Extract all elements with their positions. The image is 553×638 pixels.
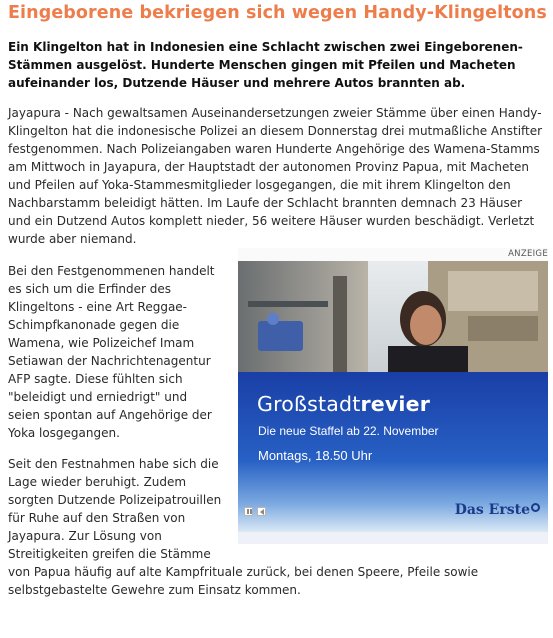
article-paragraph-1: Jayapura - Nach gewaltsamen Auseinandersetzungen zweier Stämme über einen Handy-Klingelton hat die indonesische Polizei an diesem Donnerstag drei mutmaßliche Anstifter festgenommen. Nach Polizeiangaben waren Hunderte Angehörige des Wamena-Stamms am Mittwoch in Jayapura, der Hauptstadt der autonomen Provinz Papua, mit Macheten und Pfeilen auf Yoka-Stammesmitglieder losgegangen, die mit ihrem Klingelton den Nachbarstamm beleidigt hätten. Im Laufe der Schlacht brannten demnach 23 Häuser und ein Dutzend Autos komplett nieder, 56 weitere Häuser wurden beschädigt. Verletzt wurde aber niemand.	[8, 106, 543, 246]
ad-controls	[244, 501, 270, 520]
ad-title	[257, 391, 430, 417]
pause-icon[interactable]	[244, 507, 253, 516]
ad-panel[interactable]	[238, 372, 548, 532]
speaker-icon[interactable]	[257, 507, 266, 516]
ad-title-part-1: Großstadt	[257, 392, 361, 416]
ad-subtitle: Die neue Staffel ab 22. November	[258, 424, 439, 438]
article	[8, 0, 548, 599]
ad-photo-scene	[238, 261, 548, 372]
ad-footer	[238, 532, 548, 544]
ad-photo[interactable]	[238, 261, 548, 372]
advertisement[interactable]	[238, 248, 548, 544]
article-paragraph-3: Seit den Festnahmen habe sich die Lage wieder beruhigt. Zudem sorgten Dutzende Polizeipatrouillen für Ruhe auf den Straßen von Jayapura. Zur Lösung von Streitigkeiten greifen die Stämme von Papua häufig auf alte Kampfrituale zurück, bei denen Speere, Pfeile sowie selbstgebastelte Gewehre zum Einsatz kommen.	[8, 457, 479, 597]
article-headline: Eingeborene bekriegen sich wegen Handy-Klingeltons	[8, 3, 547, 23]
brand-logo-icon	[531, 503, 540, 512]
ad-brand: Das Erste	[454, 502, 530, 518]
ad-label: ANZEIGE	[508, 249, 548, 259]
ad-title-part-2: revier	[360, 392, 431, 416]
ad-airtime: Montags, 18.50 Uhr	[258, 448, 373, 463]
article-paragraph-2: Bei den Festgenommenen handelt es sich um die Erfinder des Klingeltons - eine Art Reggae-Schimpfkanonade gegen die Wamena, wie Polizeichef Imam Setiawan der Nachrichtenagentur AFP sagte. Diese fühlten sich "beleidigt und erniedrigt" und seien spontan auf Angehörige der Yoka losgegangen.	[8, 264, 215, 440]
article-lead: Ein Klingelton hat in Indonesien eine Schlacht zwischen zwei Eingeborenen-Stämmen ausgelöst. Hunderte Menschen gingen mit Pfeilen und Macheten aufeinander los, Dutzende Häuser und mehrere Autos brannten ab.	[8, 40, 523, 90]
